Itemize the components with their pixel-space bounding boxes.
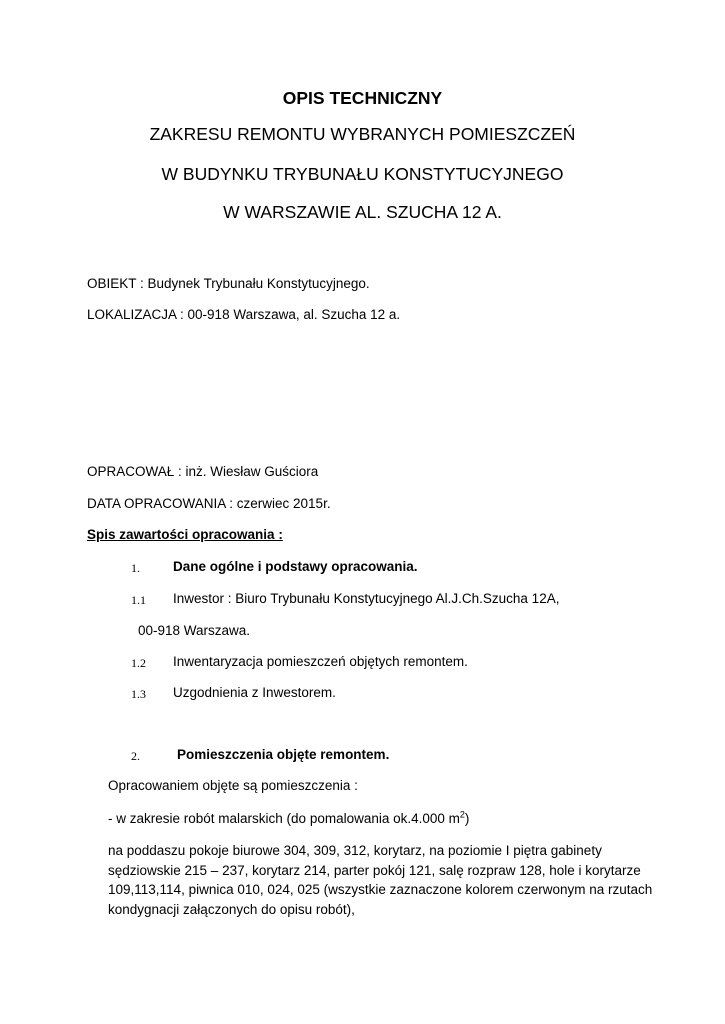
toc-item-1-2-number: 1.2 (131, 656, 146, 670)
data-line: DATA OPRACOWANIA : czerwiec 2015r. (87, 496, 331, 511)
scope-suffix: ) (464, 811, 470, 826)
section-2-number: 2. (131, 749, 140, 763)
toc-item-1-3-number: 1.3 (131, 687, 146, 701)
obiekt-line: OBIEKT : Budynek Trybunału Konstytucyjnego. (87, 276, 370, 291)
toc-item-1-1-number: 1.1 (131, 593, 146, 607)
opracowal-line: OPRACOWAŁ : inż. Wiesław Guściora (87, 464, 319, 479)
toc-item-1-number: 1. (131, 561, 140, 575)
toc-item-1-2-text: Inwentaryzacja pomieszczeń objętych remontem. (173, 654, 468, 669)
lokalizacja-line: LOKALIZACJA : 00-918 Warszawa, al. Szucha 12 a. (87, 307, 401, 322)
toc-item-1-1-continuation: 00-918 Warszawa. (138, 623, 251, 638)
section-2-paragraph: na poddaszu pokoje biurowe 304, 309, 312, korytarz, na poziomie I piętra gabinety sędziowskie 215 – 237, korytarz 214, parter pokój 121, salę rozpraw 128, hole i korytarze 109,113,114, piwnica 010, 024, 025 (wszystkie zaznaczone kolorem czerwonym na rzutach kondygnacji załączonych do opisu robót), (108, 843, 653, 917)
toc-item-1-1-text: Inwestor : Biuro Trybunału Konstytucyjnego Al.J.Ch.Szucha 12A, (173, 591, 560, 606)
toc-item-1-3-text: Uzgodnienia z Inwestorem. (173, 685, 336, 700)
scope-superscript: 2 (459, 809, 465, 820)
toc-item-1-text: Dane ogólne i podstawy opracowania. (173, 559, 418, 574)
section-2-heading: Pomieszczenia objęte remontem. (177, 747, 390, 762)
subtitle-line-2: W BUDYNKU TRYBUNAŁU KONSTYTUCYJNEGO (161, 164, 564, 184)
section-2-intro: Opracowaniem objęte są pomieszczenia : (108, 778, 358, 793)
scope-text: - w zakresie robót malarskich (do pomalowania ok.4.000 m (108, 811, 460, 826)
subtitle-line-1: ZAKRESU REMONTU WYBRANYCH POMIESZCZEŃ (149, 124, 576, 144)
section-2-scope (108, 811, 469, 826)
document-title: OPIS TECHNICZNY (282, 88, 443, 108)
toc-heading: Spis zawartości opracowania : (87, 527, 283, 542)
subtitle-line-3: W WARSZAWIE AL. SZUCHA 12 A. (223, 202, 502, 222)
